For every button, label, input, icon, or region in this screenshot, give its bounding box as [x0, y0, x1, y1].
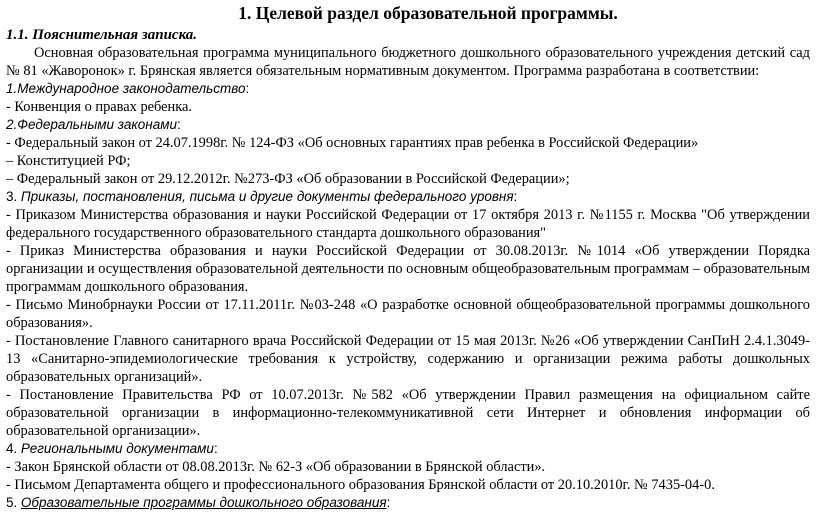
list-item: - Закон Брянской области от 08.08.2013г. № 62-З «Об образовании в Брянской области». [6, 459, 546, 475]
section-number: 1. [6, 81, 18, 96]
section-colon: : [386, 495, 391, 510]
section-number: 4. [6, 441, 18, 456]
section-colon: : [245, 81, 250, 96]
list-item: - Постановление Правительства РФ от 10.07.2013г. №582 «Об утверждении Правил размещения на официальном сайте образовательной организации в информационно-телекоммуникативной сети Интернет и обновления информации об образовательной организации». [6, 387, 810, 439]
section-header-regional [6, 440, 810, 458]
section-header-federal-documents [6, 188, 810, 206]
section-label: Международное законодательство [17, 81, 246, 96]
section-label: Федеральными законами [17, 117, 177, 132]
list-item: - Приказ Министерства образования и науки Российской Федерации от 30.08.2013г. №1014 «Об утверждении Порядка организации и осуществления образовательной деятельности по основным общеобразовательным программам – образовательным программам дошкольного образования. [6, 243, 810, 295]
section-number: 2. [6, 117, 18, 132]
list-item: - Конвенция о правах ребенка. [6, 99, 193, 115]
section-label: Региональными документами [20, 441, 214, 456]
list-item: – Конституцией РФ; [6, 153, 131, 169]
section-number: 3. [6, 189, 18, 204]
section-header-preschool-programs [6, 494, 810, 512]
section-number: 5. [6, 495, 18, 510]
section-colon: : [513, 189, 518, 204]
list-item: - Письмо Минобрнауки России от 17.11.2011г. №03-248 «О разработке основной общеобразовательной программы дошкольного образования». [6, 297, 810, 331]
section-colon: : [177, 117, 181, 132]
intro-paragraph: Основная образовательная программа муниципального бюджетного дошкольного образовательного учреждения детский сад № 81 «Жаворонок» г. Брянская является обязательным нормативным документом. Программа разработана в соответствии: [6, 45, 810, 79]
section-header-federal-laws [6, 116, 810, 134]
list-item: - Постановление Главного санитарного врача Российской Федерации от 15 мая 2013г. №26 «Об утверждении СанПиН 2.4.1.3049-13 «Санитарно-эпидемиологические требования к устройству, содержанию и организации режима работы дошкольных образовательных организаций». [6, 333, 810, 385]
list-item: - Федеральный закон от 24.07.1998г. № 124-ФЗ «Об основных гарантиях прав ребенка в Российской Федерации» [6, 135, 699, 151]
section-label: Образовательные программы дошкольного образования [20, 495, 387, 510]
section-header-international [6, 80, 810, 98]
list-item: - Письмом Департамента общего и профессионального образования Брянской области от 20.10.2010г. № 7435-04-0. [6, 477, 715, 493]
list-item: - Приказом Министерства образования и науки Российской Федерации от 17 октября 2013 г. №1155 г. Москва "Об утверждении федерального государственного образовательного стандарта дошкольного образования" [6, 207, 810, 241]
list-item: – Федеральный закон от 29.12.2012г. №273-ФЗ «Об образовании в Российской Федерации»; [6, 171, 570, 187]
section-colon: : [213, 441, 218, 456]
section-subtitle: 1.1. Пояснительная записка. [6, 27, 198, 43]
document-title: 1. Целевой раздел образовательной программы. [238, 3, 618, 23]
section-label: Приказы, постановления, письма и другие документы федерального уровня [20, 189, 514, 204]
